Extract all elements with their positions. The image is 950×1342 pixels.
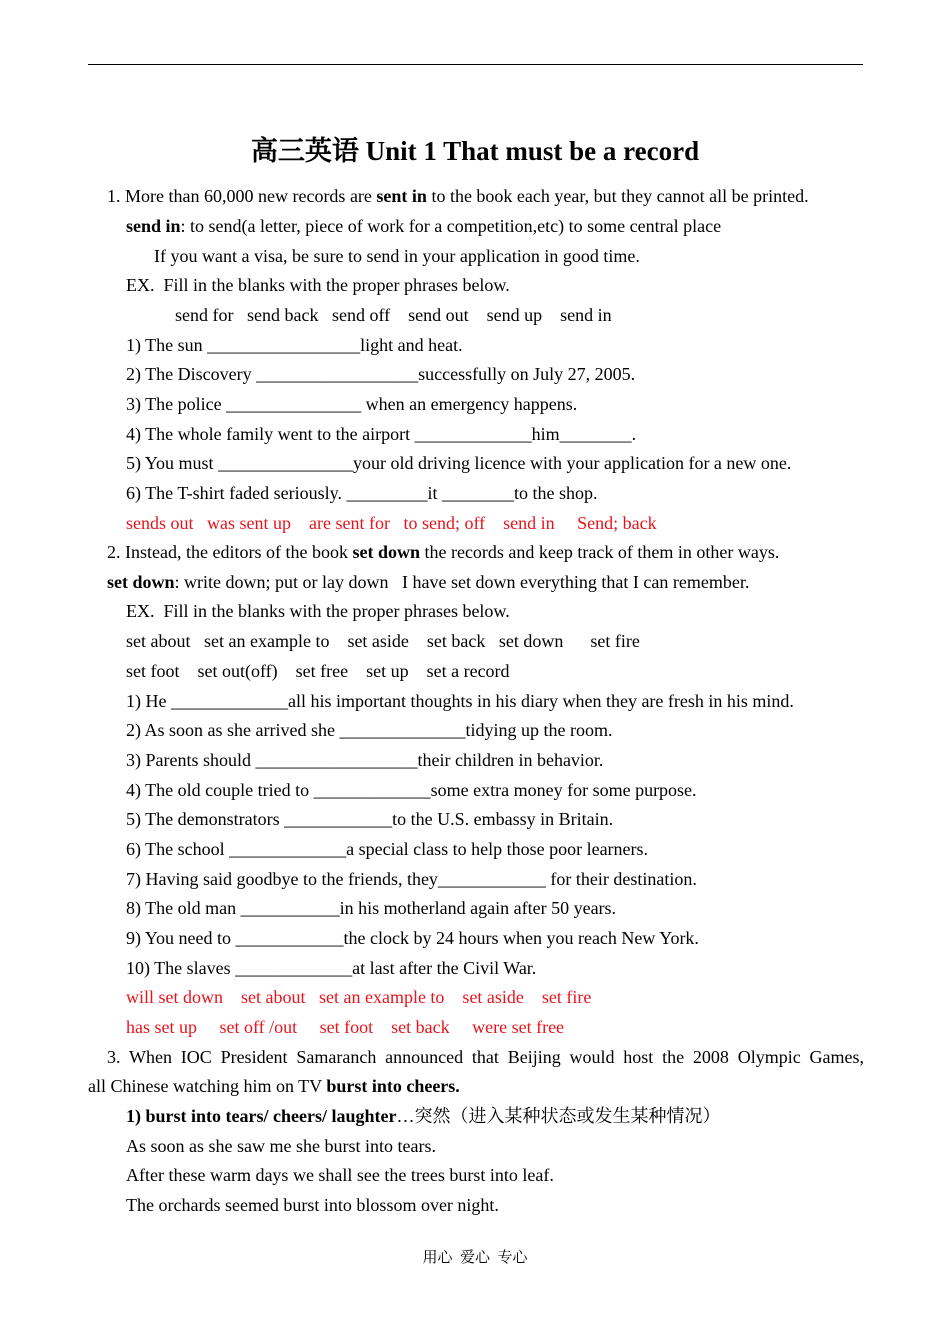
question-1-text-a: 1. More than 60,000 new records are: [107, 186, 377, 206]
exercise-instruction: EX. Fill in the blanks with the proper phrases below.: [126, 601, 510, 621]
definition-text: : to send(a letter, piece of work for a competition,etc) to some central place: [180, 216, 722, 236]
answer-key: will set down set about set an example to set aside set fire: [126, 987, 592, 1007]
question-1-key-phrase: sent in: [376, 186, 427, 206]
exercise-item: 5) You must _______________your old driving licence with your application for a new one.: [126, 453, 792, 473]
exercise-item: 5) The demonstrators ____________to the U.S. embassy in Britain.: [126, 809, 614, 829]
question-2-text-c: the records and keep track of them in other ways.: [419, 542, 780, 562]
exercise-item: 9) You need to ____________the clock by 24 hours when you reach New York.: [126, 928, 699, 948]
exercise-item: 4) The whole family went to the airport _____________him________.: [126, 424, 637, 444]
question-2-key-phrase: set down: [352, 542, 420, 562]
exercise-item: 10) The slaves _____________at last after the Civil War.: [126, 958, 537, 978]
answer-key: has set up set off /out set foot set back were set free: [126, 1017, 565, 1037]
exercise-item: 3) Parents should __________________their children in behavior.: [126, 750, 604, 770]
exercise-item: 3) The police _______________ when an emergency happens.: [126, 394, 578, 414]
exercise-item: 6) The school _____________a special class to help those poor learners.: [126, 839, 649, 859]
question-1: [107, 185, 809, 207]
definition-text: : write down; put or lay down I have set down everything that I can remember.: [174, 572, 750, 592]
question-3-text: all Chinese watching him on TV: [88, 1076, 327, 1096]
exercise-item: 1) He _____________all his important thoughts in his diary when they are fresh in his mind.: [126, 691, 794, 711]
page-footer: 用心 爱心 专心: [422, 1250, 528, 1266]
exercise-item: 2) As soon as she arrived she ______________tidying up the room.: [126, 720, 613, 740]
page-title: 高三英语 Unit 1 That must be a record: [250, 136, 700, 166]
question-2-text-a: 2. Instead, the editors of the book: [107, 542, 353, 562]
example-sentence: As soon as she saw me she burst into tears.: [126, 1136, 436, 1156]
question-3-line-2: [88, 1075, 460, 1097]
exercise-item: 1) The sun _________________light and heat.: [126, 335, 463, 355]
sub-point-burst-into: [126, 1105, 720, 1127]
exercise-item: 7) Having said goodbye to the friends, they____________ for their destination.: [126, 869, 697, 889]
phrase-list: set foot set out(off) set free set up set a record: [126, 661, 510, 681]
question-3-key-phrase: burst into cheers.: [326, 1076, 460, 1096]
question-2: [107, 541, 779, 563]
sub-point-text: …突然（进入某种状态或发生某种情况）: [396, 1106, 721, 1126]
exercise-item: 6) The T-shirt faded seriously. _________it ________to the shop.: [126, 483, 598, 503]
phrase-list: set about set an example to set aside set back set down set fire: [126, 631, 640, 651]
header-rule: [88, 64, 863, 65]
exercise-item: 2) The Discovery __________________successfully on July 27, 2005.: [126, 364, 636, 384]
answer-key: sends out was sent up are sent for to send; off send in Send; back: [126, 513, 657, 533]
definition-send-in: [126, 215, 721, 237]
phrase-list: send for send back send off send out send up send in: [175, 305, 612, 325]
definition-term: set down: [107, 572, 175, 592]
sub-point-term: 1) burst into tears/ cheers/ laughter: [126, 1106, 397, 1126]
definition-set-down: [107, 571, 749, 593]
question-3-line-1: 3. When IOC President Samaranch announced that Beijing would host the 2008 Olympic Games,: [107, 1047, 864, 1067]
example-sentence: After these warm days we shall see the trees burst into leaf.: [126, 1165, 554, 1185]
exercise-item: 8) The old man ___________in his motherland again after 50 years.: [126, 898, 617, 918]
question-1-text-c: to the book each year, but they cannot all be printed.: [426, 186, 809, 206]
definition-term: send in: [126, 216, 181, 236]
example-sentence: The orchards seemed burst into blossom over night.: [126, 1195, 499, 1215]
exercise-item: 4) The old couple tried to _____________some extra money for some purpose.: [126, 780, 697, 800]
exercise-instruction: EX. Fill in the blanks with the proper phrases below.: [126, 275, 510, 295]
example-sentence: If you want a visa, be sure to send in your application in good time.: [154, 246, 640, 266]
